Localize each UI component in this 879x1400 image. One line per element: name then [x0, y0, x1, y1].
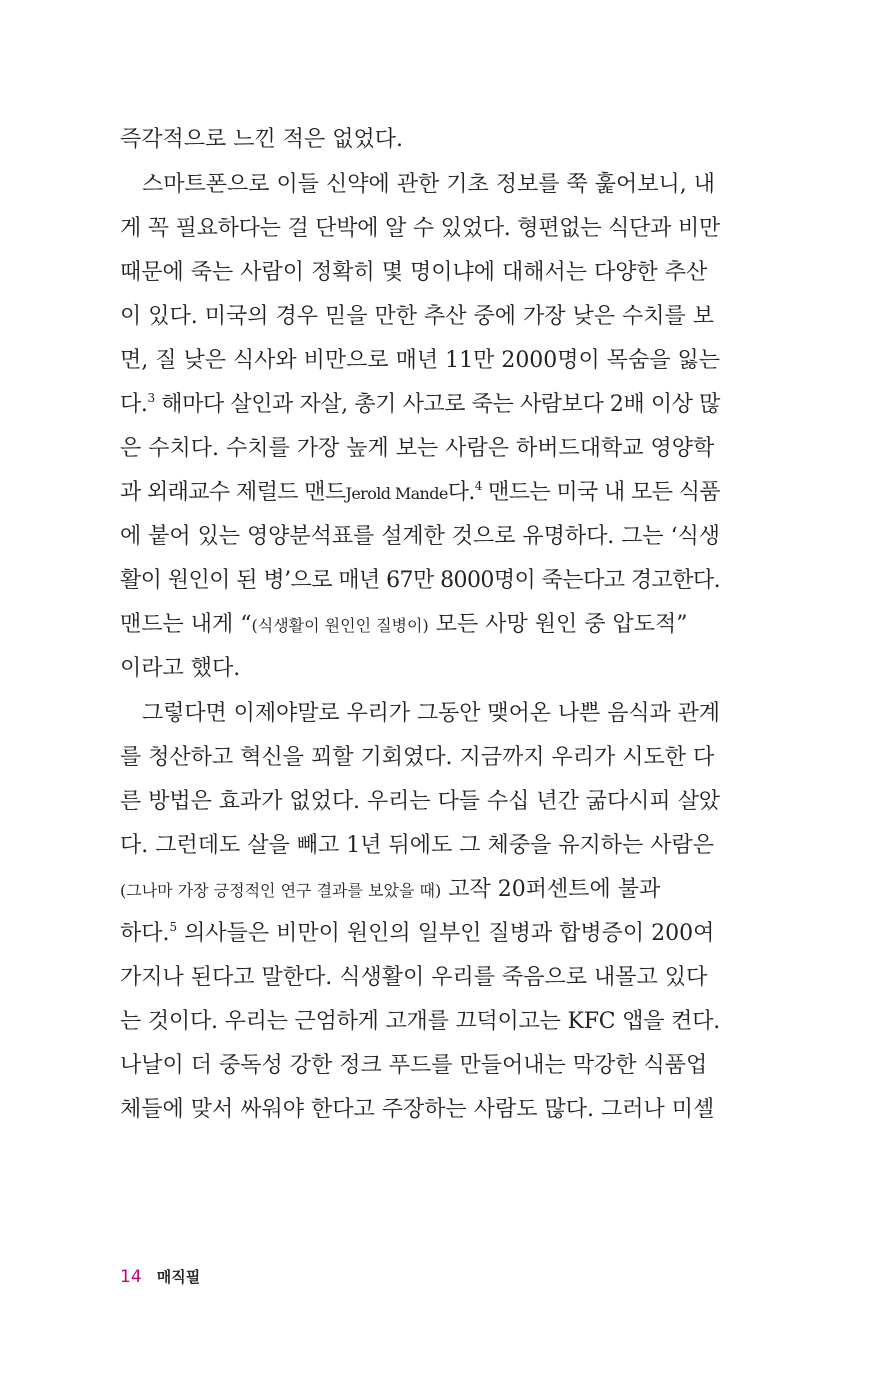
text-run: 그렇다면 이제야말로 우리가 그동안 맺어온 나쁜 음식과 관계: [142, 701, 720, 726]
original-name-gloss: Jerold Mande: [345, 484, 448, 503]
text-line: [120, 1088, 720, 1132]
text-line: [120, 251, 720, 295]
footnote-marker: 3: [147, 391, 155, 405]
text-run: 는 것이다. 우리는 근엄하게 고개를 끄덕이고는 KFC 앱을 켠다.: [120, 1009, 720, 1034]
text-run: 게 꼭 필요하다는 걸 단박에 알 수 있었다. 형편없는 식단과 비만: [120, 216, 720, 241]
text-line: [120, 207, 720, 251]
text-run: 의사들은 비만이 원인의 일부인 질병과 합병증이 200여: [177, 921, 715, 946]
text-line: [120, 1000, 720, 1044]
text-run: 이라고 했다.: [120, 656, 241, 681]
text-line: [120, 824, 720, 868]
text-line: [120, 780, 720, 824]
text-run: 를 청산하고 혁신을 꾀할 기회였다. 지금까지 우리가 시도한 다: [120, 745, 715, 770]
footnote-marker: 5: [169, 920, 178, 934]
body-text: [120, 118, 720, 1132]
text-run: 과 외래교수 제럴드 맨드: [120, 480, 346, 505]
text-line: [120, 163, 720, 207]
text-line: [120, 647, 720, 691]
text-run: 해마다 살인과 자살, 총기 사고로 죽는 사람보다 2배 이상 많: [154, 392, 721, 417]
text-line: [120, 295, 720, 339]
text-run: 고작 20퍼센트에 불과: [441, 877, 661, 902]
text-run: 른 방법은 효과가 없었다. 우리는 다들 수십 년간 굶다시피 살았: [120, 789, 720, 814]
text-line: [120, 868, 720, 912]
text-line: [120, 912, 720, 956]
text-run: 맨드는 미국 내 모든 식품: [481, 480, 720, 505]
parenthetical-note: (그나마 가장 긍정적인 연구 결과를 보았을 때): [120, 881, 442, 900]
text-run: 에 붙어 있는 영양분석표를 설계한 것으로 유명하다. 그는 ‘식생: [120, 524, 720, 549]
text-line: [120, 471, 720, 515]
parenthetical-note: (식생활이 원인인 질병이): [251, 616, 429, 635]
text-run: 모든 사망 원인 중 압도적”: [428, 612, 688, 637]
text-run: 나날이 더 중독성 강한 정크 푸드를 만들어내는 막강한 식품업: [120, 1053, 708, 1078]
text-run: 즉각적으로 느낀 적은 없었다.: [120, 127, 403, 152]
text-line: [120, 1044, 720, 1088]
text-line: [120, 383, 720, 427]
text-run: 가지나 된다고 말한다. 식생활이 우리를 죽음으로 내몰고 있다: [120, 965, 708, 990]
text-run: 체들에 맞서 싸워야 한다고 주장하는 사람도 많다. 그러나 미셸: [120, 1097, 715, 1122]
text-run: 다.: [447, 480, 475, 505]
text-run: 이 있다. 미국의 경우 믿을 만한 추산 중에 가장 낮은 수치를 보: [120, 304, 714, 329]
text-run: 때문에 죽는 사람이 정확히 몇 명이냐에 대해서는 다양한 추산: [120, 260, 708, 285]
text-run: 다.: [120, 392, 148, 417]
running-title: 매직필: [156, 1268, 201, 1286]
text-line: [120, 339, 720, 383]
text-run: 은 수치다. 수치를 가장 높게 보는 사람은 하버드대학교 영양학: [120, 436, 715, 461]
text-line: [120, 692, 720, 736]
text-line: [120, 559, 720, 603]
text-line: [120, 956, 720, 1000]
footnote-marker: 4: [474, 479, 482, 493]
text-run: 스마트폰으로 이들 신약에 관한 기초 정보를 쭉 훑어보니, 내: [142, 172, 715, 197]
text-run: 맨드는 내게 “: [120, 612, 252, 637]
text-line: [120, 427, 720, 471]
text-run: 다. 그런데도 살을 빼고 1년 뒤에도 그 체중을 유지하는 사람은: [120, 833, 714, 858]
page-footer: [120, 1265, 200, 1289]
text-line: [120, 603, 720, 647]
text-run: 면, 질 낮은 식사와 비만으로 매년 11만 2000명이 목숨을 잃는: [120, 348, 720, 373]
text-line: [120, 515, 720, 559]
text-run: 활이 원인이 된 병’으로 매년 67만 8000명이 죽는다고 경고한다.: [120, 568, 720, 593]
text-line: [120, 118, 720, 162]
text-run: 하다.: [120, 921, 170, 946]
page-number: 14: [120, 1267, 142, 1287]
text-line: [120, 736, 720, 780]
